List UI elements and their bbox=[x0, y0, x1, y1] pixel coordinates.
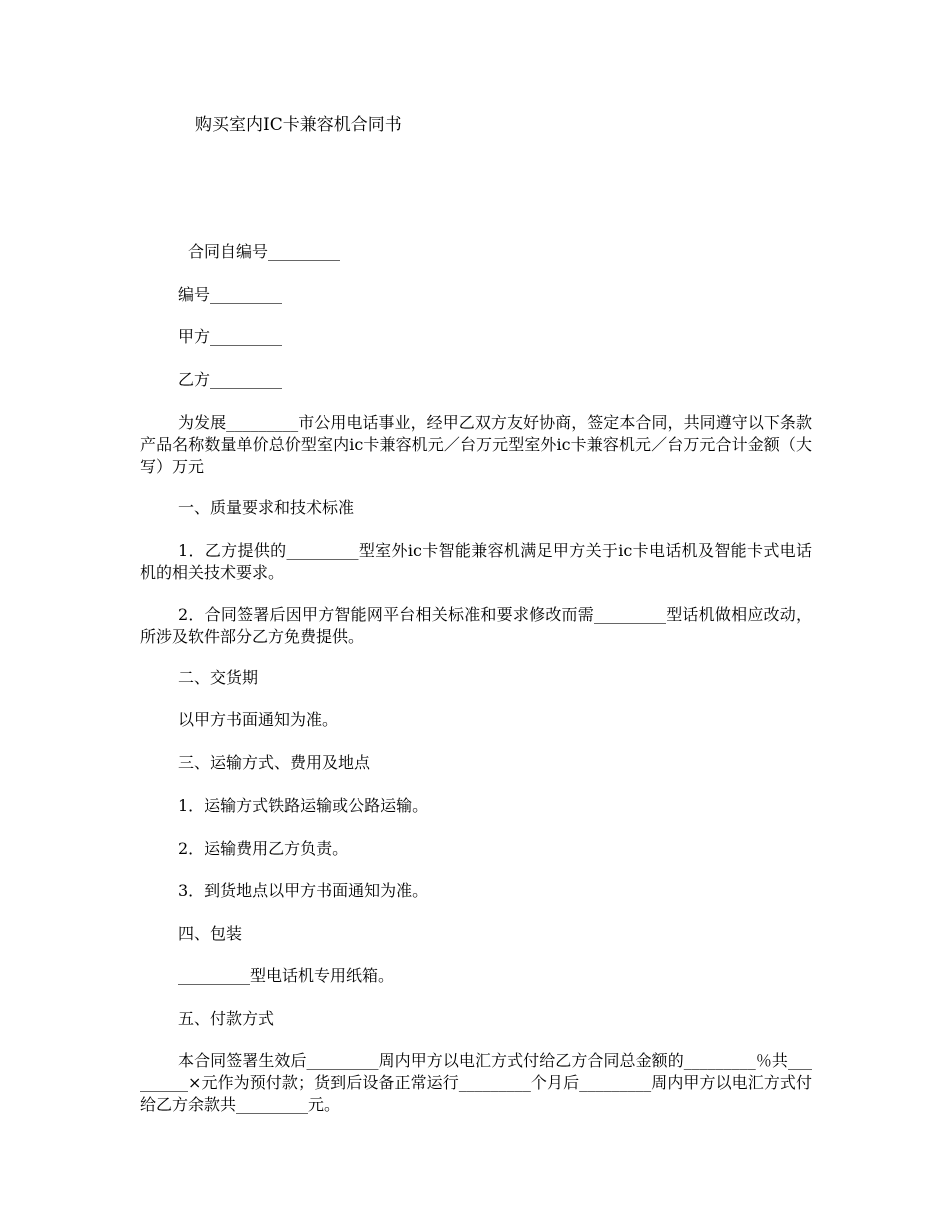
section3-item3: 3．到货地点以甲方书面通知为准。 bbox=[178, 881, 429, 900]
section2-heading: 二、交货期 bbox=[178, 668, 259, 687]
section1-item1: 1．乙方提供的_________型室外ic卡智能兼容机满足甲方关于ic卡电话机及智能卡式电话机的相关技术要求。 bbox=[140, 541, 812, 582]
document-title: 购买室内IC卡兼容机合同书 bbox=[195, 115, 402, 135]
section3-item2: 2．运输费用乙方负责。 bbox=[178, 839, 349, 858]
party-a-field: 甲方_________ bbox=[178, 327, 283, 346]
party-b-field: 乙方_________ bbox=[178, 370, 283, 389]
section3-heading: 三、运输方式、费用及地点 bbox=[178, 753, 371, 772]
section4-heading: 四、包装 bbox=[178, 924, 243, 943]
section1-item2: 2．合同签署后因甲方智能网平台相关标准和要求修改而需_________型话机做相应改动，所涉及软件部分乙方免费提供。 bbox=[140, 605, 812, 646]
section4-body: _________型电话机专用纸箱。 bbox=[178, 966, 395, 985]
intro-paragraph: 为发展_________市公用电话事业，经甲乙双方友好协商，签定本合同，共同遵守以下条款产品名称数量单价总价型室内ic卡兼容机元／台万元型室外ic卡兼容机元／台万元合计金额（大写）万元 bbox=[140, 413, 812, 476]
section5-heading: 五、付款方式 bbox=[178, 1009, 275, 1028]
section1-heading: 一、质量要求和技术标准 bbox=[178, 498, 355, 517]
section3-item1: 1．运输方式铁路运输或公路运输。 bbox=[178, 796, 429, 815]
contract-self-number-field: 合同自编号_________ bbox=[188, 242, 341, 261]
section5-body: 本合同签署生效后_________周内甲方以电汇方式付给乙方合同总金额的_________％共_________×元作为预付款；货到后设备正常运行_________个月后_________周内甲方以电汇方式付给乙方余款共_________元。 bbox=[140, 1051, 812, 1114]
number-field: 编号_________ bbox=[178, 285, 283, 304]
section2-body: 以甲方书面通知为准。 bbox=[178, 710, 339, 729]
